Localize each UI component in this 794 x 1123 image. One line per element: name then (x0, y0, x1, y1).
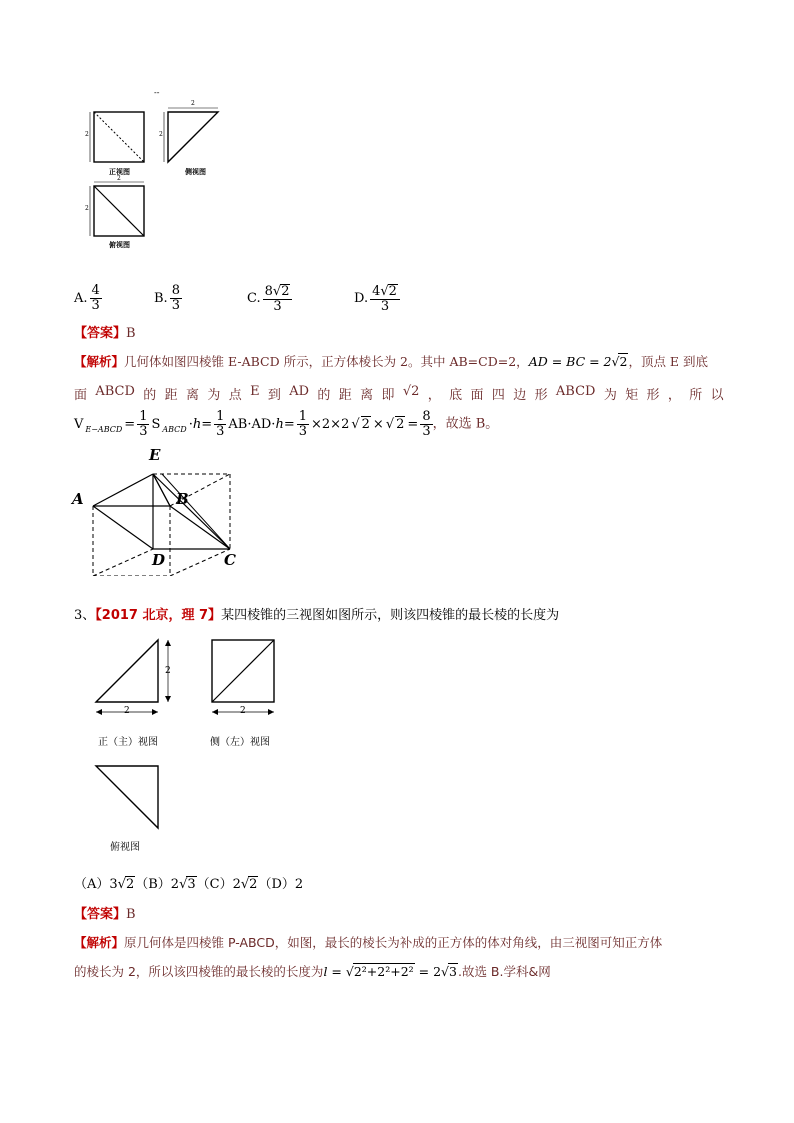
analysis-text: 几何体如图四棱锥 E-ABCD 所示，正方体棱长为 2。其中 AB=CD=2， (124, 354, 529, 369)
numerator (370, 284, 400, 300)
analysis-word: 的 (143, 388, 157, 403)
q2-answer (74, 322, 136, 341)
option-c: （C）2 (196, 877, 241, 892)
dim-front-right: 2 (165, 666, 171, 676)
q3-answer (74, 903, 136, 922)
analysis-word: ABCD (555, 384, 596, 399)
numerator-coef: 8 (264, 284, 273, 299)
analysis-text: 的棱长为 2，所以该四棱锥的最长棱的长度为 (74, 964, 324, 979)
question-number: 3、 (74, 608, 96, 623)
analysis-word: 距 (164, 388, 178, 403)
option-d: （D）2 (258, 877, 304, 892)
q3-options: （A）3√2（B）2√3（C）2√2（D）2 (74, 877, 304, 892)
denominator: 3 (273, 298, 282, 314)
analysis-word: 底 (449, 388, 463, 403)
front-view-label: 正视图 (109, 168, 130, 176)
numerator-coef: 4 (372, 284, 381, 299)
analysis-word: 为 (207, 388, 221, 403)
q2-analysis-line-1: 【解析】几何体如图四棱锥 E-ABCD 所示，正方体棱长为 2。其中 AB=CD=2，AD = BC = 2√2，顶点 E 到底 (74, 354, 709, 369)
analysis-word: 距 (338, 388, 352, 403)
analysis-word: 四 (491, 388, 505, 403)
analysis-word: ， (667, 388, 681, 403)
option-letter: C. (247, 291, 261, 307)
option-c (247, 284, 292, 313)
answer-tag: 【答案】 (74, 326, 127, 341)
answer-value: B (126, 907, 136, 922)
analysis-word: 即 (381, 388, 395, 403)
q2-analysis-line-3 (74, 410, 498, 438)
radical-sign-icon: √ (272, 284, 282, 299)
question-text: 某四棱锥的三视图如图所示，则该四棱锥的最长棱的长度为 (221, 608, 560, 623)
analysis-word: 离 (360, 388, 374, 403)
vertex-b-label: B (176, 490, 189, 508)
side-view-caption: 侧（左）视图 (210, 737, 270, 748)
dim-top-top: 2 (117, 175, 121, 182)
vertex-a-label: A (72, 490, 84, 508)
dim-front-left: 2 (85, 131, 89, 138)
option-letter: A. (74, 290, 88, 306)
radicand: 2 (281, 284, 290, 299)
top-view-label: 俯视图 (109, 241, 130, 249)
three-view-diagram-1 (84, 90, 234, 250)
dim-side-left: 2 (159, 131, 163, 138)
front-view-caption: 正（主）视图 (98, 737, 158, 748)
q2-analysis-line-2 (74, 384, 724, 403)
analysis-word: 的 (317, 388, 331, 403)
denominator: 3 (380, 298, 390, 314)
option-letter: B. (154, 290, 168, 306)
small-mark: -- (154, 88, 160, 97)
vertex-c-label: C (224, 551, 236, 569)
dim-front-bottom: 2 (124, 706, 130, 716)
answer-tag: 【答案】 (74, 907, 127, 922)
analysis-tail: .故选 B.学科&网 (457, 964, 551, 979)
analysis-word: √2 (402, 384, 420, 399)
three-view-figure-1 (84, 90, 234, 250)
analysis-word: 形 (646, 388, 660, 403)
three-view-figure-2 (88, 632, 308, 862)
analysis-word: ABCD (95, 384, 135, 399)
analysis-word: 面 (74, 388, 88, 403)
q3-stem (74, 604, 559, 623)
radicand: 2 (388, 284, 397, 299)
dim-side-top: 2 (191, 100, 195, 107)
analysis-word: 矩 (625, 388, 639, 403)
analysis-word: 离 (185, 388, 199, 403)
option-fraction (370, 284, 400, 313)
dim-top-left: 2 (85, 205, 89, 212)
option-fraction (170, 284, 182, 312)
analysis-word: 以 (710, 388, 724, 403)
option-b: （B）2 (135, 877, 180, 892)
numerator: 4 (91, 283, 100, 298)
dim-side-bottom: 2 (240, 706, 246, 716)
analysis-word: 到 (267, 388, 281, 403)
analysis-word: 为 (603, 388, 617, 403)
analysis-tag: 【解析】 (74, 354, 125, 369)
analysis-text: 原几何体是四棱锥 P-ABCD，如图，最长的棱长为补成的正方体的体对角线，由三视图可知正方体 (124, 935, 663, 950)
option-fraction (90, 284, 102, 312)
analysis-word: 边 (513, 388, 527, 403)
option-a: （A）3 (74, 877, 118, 892)
length-formula: l = √2²+2²+2² = 2√3 (323, 964, 457, 979)
ad-bc-equation: AD = BC = 2 (528, 354, 612, 369)
analysis-text: ，顶点 E 到底 (628, 354, 709, 369)
analysis-tag: 【解析】 (74, 935, 125, 950)
option-letter: D. (354, 291, 369, 307)
option-a (74, 284, 102, 312)
option-b (154, 284, 182, 312)
option-d (354, 284, 400, 313)
analysis-word: 点 (228, 388, 242, 403)
analysis-tail: ，故选 B。 (432, 416, 499, 432)
option-fraction (263, 284, 293, 313)
vertex-d-label: D (152, 551, 166, 569)
question-source: 【2017 北京，理 7】 (95, 608, 222, 623)
denominator: 3 (91, 297, 100, 313)
vertex-e-label: E (149, 446, 161, 464)
analysis-word: 所 (689, 388, 703, 403)
numerator: 8 (171, 283, 180, 298)
analysis-word: E (250, 384, 260, 399)
analysis-word: AD (289, 384, 310, 399)
cube-pyramid-figure (70, 446, 260, 576)
numerator (263, 284, 293, 300)
q3-analysis-line-2 (74, 962, 551, 980)
volume-formula: V E−ABCD = $\frac{1}{3}$ S ABCD ·h= $\frac{1}{3}$ AB·AD·h= $\frac{1}{3}$ ×2×2 √ 2 × √ 2 = $\frac{8}{3}$ (74, 409, 431, 439)
q3-analysis-line-1 (74, 933, 662, 951)
radical-sign-icon: √ (380, 284, 389, 299)
side-view-label: 侧视图 (185, 168, 206, 176)
answer-value: B (126, 326, 136, 341)
analysis-word: 形 (534, 388, 548, 403)
denominator: 3 (171, 297, 180, 313)
top-view-caption: 俯视图 (110, 842, 140, 853)
analysis-word: 面 (470, 388, 484, 403)
analysis-word: ， (427, 388, 441, 403)
